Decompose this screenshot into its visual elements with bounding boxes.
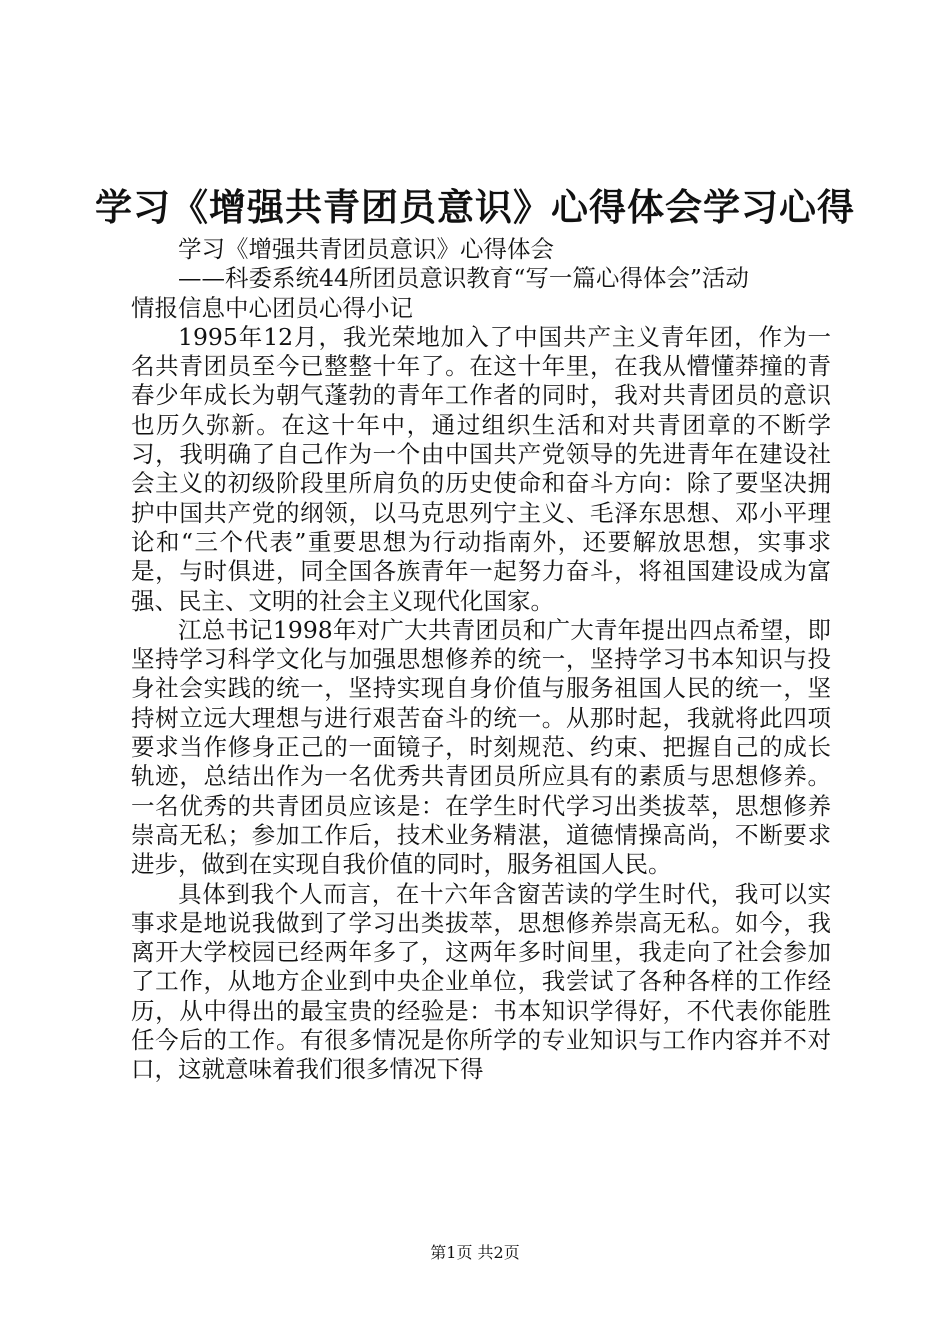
paragraph-1: 1995年12月，我光荣地加入了中国共产主义青年团，作为一名共青团员至今已整整十年了。在这十年里，在我从懵懂莽撞的青春少年成长为朝气蓬勃的青年工作者的同时，我对共青团员的意识也历久弥新。在这十年中，通过组织生活和对共青团章的不断学习，我明确了自己作为一个由中国共产党领导的先进青年在建设社会主义的初级阶段里所肩负的历史使命和奋斗方向：除了要坚决拥护中国共产党的纲领，以马克思列宁主义、毛泽东思想、邓小平理论和“三个代表”重要思想为行动指南外，还要解放思想，实事求是，与时俱进，同全国各族青年一起努力奋斗，将祖国建设成为富强、民主、文明的社会主义现代化国家。 — [131, 322, 831, 615]
document-body — [131, 235, 831, 1085]
document-subtitle: 学习《增强共青团员意识》心得体会 — [178, 235, 554, 263]
document-title: 学习《增强共青团员意识》心得体会学习心得 — [95, 186, 855, 229]
page-number-footer: 第1页 共2页 — [430, 1243, 520, 1262]
byline-line-1: ——科委系统44所团员意识教育“写一篇心得体会”活动 — [178, 264, 749, 293]
paragraph-3: 具体到我个人而言，在十六年含窗苦读的学生时代，我可以实事求是地说我做到了学习出类拔萃，思想修养崇高无私。如今，我离开大学校园已经两年多了，这两年多时间里，我走向了社会参加了工作，从地方企业到中央企业单位，我尝试了各种各样的工作经历，从中得出的最宝贵的经验是：书本知识学得好，不代表你能胜任今后的工作。有很多情况是你所学的专业知识与工作内容并不对口，这就意味着我们很多情况下得 — [131, 879, 831, 1084]
paragraph-2: 江总书记1998年对广大共青团员和广大青年提出四点希望，即坚持学习科学文化与加强思想修养的统一，坚持学习书本知识与投身社会实践的统一，坚持实现自身价值与服务祖国人民的统一，坚持树立远大理想与进行艰苦奋斗的统一。从那时起，我就将此四项要求当作修身正己的一面镜子，时刻规范、约束、把握自己的成长轨迹，总结出作为一名优秀共青团员所应具有的素质与思想修养。一名优秀的共青团员应该是：在学生时代学习出类拔萃，思想修养崇高无私；参加工作后，技术业务精湛，道德情操高尚，不断要求进步，做到在实现自我价值的同时，服务祖国人民。 — [131, 615, 831, 879]
byline-line-2: 情报信息中心团员心得小记 — [131, 293, 413, 322]
